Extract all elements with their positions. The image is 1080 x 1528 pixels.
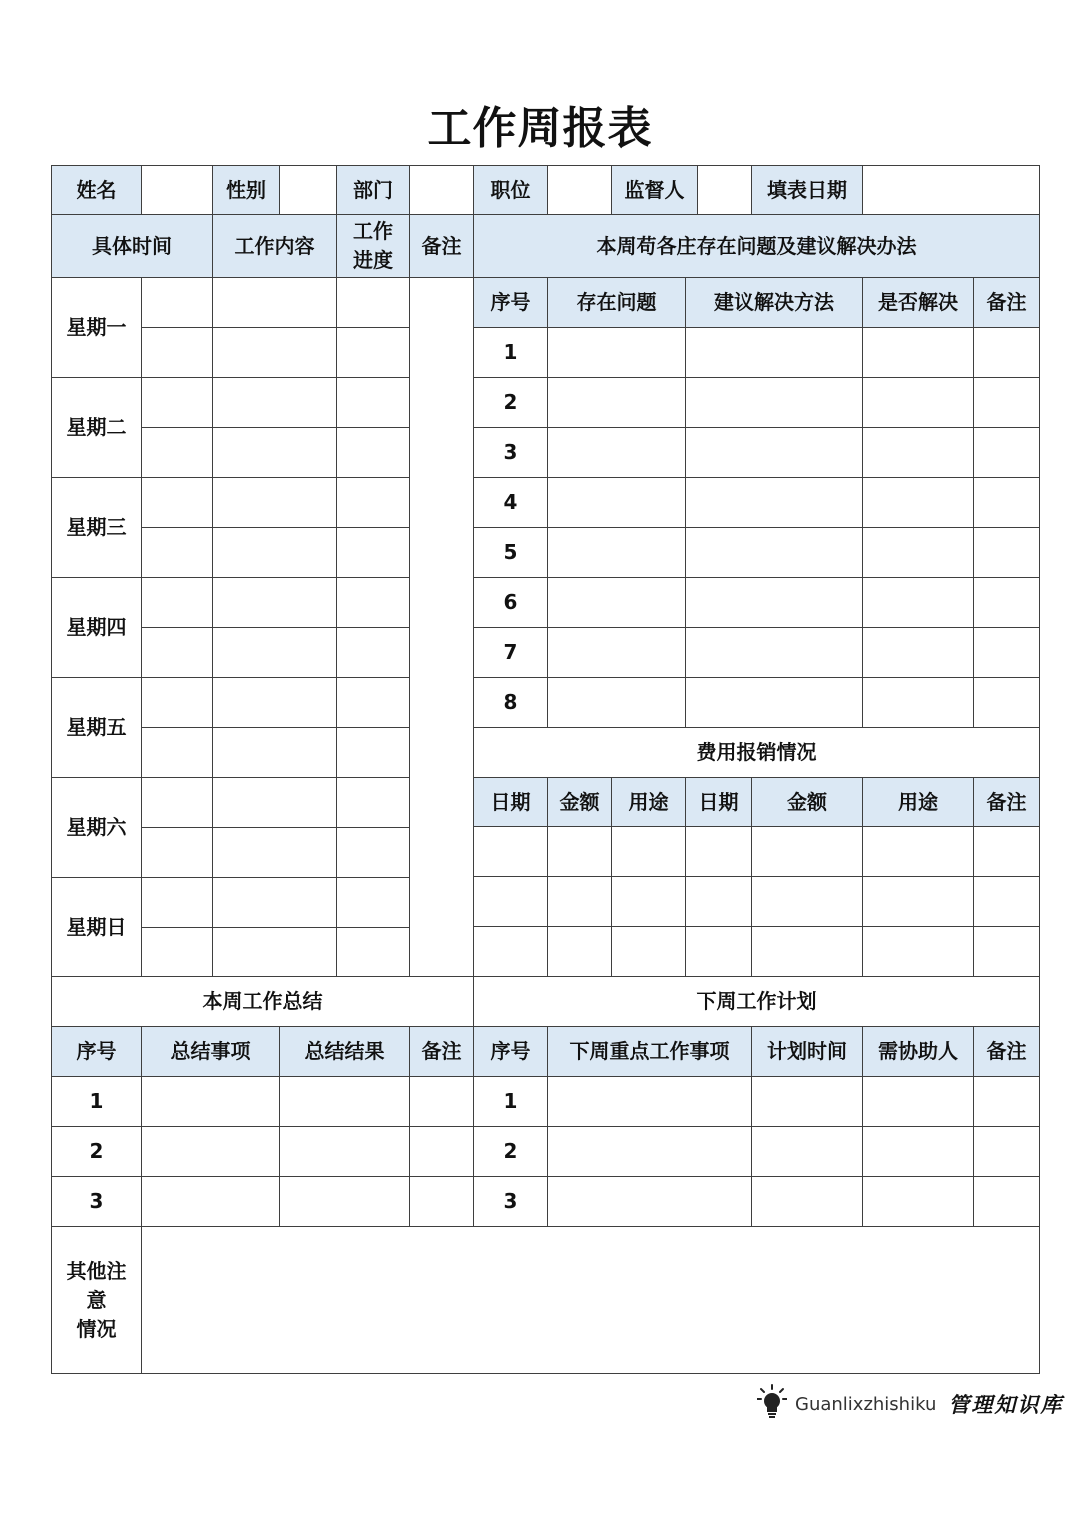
expense-section-title-label: 费用报销情况 <box>696 740 817 764</box>
day-progress-cell[interactable] <box>336 477 410 528</box>
label-position <box>473 165 548 215</box>
summary-header-cell <box>409 1026 474 1077</box>
day-label-label: 星期六 <box>66 815 127 839</box>
brand-chinese: 管理知识库 <box>948 1392 1064 1417</box>
label-department-label: 部门 <box>353 177 393 202</box>
day-content-cell[interactable] <box>212 327 337 378</box>
header-time-label: 具体时间 <box>92 233 172 258</box>
expense-section-title <box>473 727 1040 778</box>
day-content-cell[interactable] <box>212 277 337 328</box>
day-content-cell[interactable] <box>212 827 337 878</box>
day-label <box>51 677 142 778</box>
day-progress-cell[interactable] <box>336 377 410 428</box>
issues-cell[interactable] <box>547 477 686 528</box>
plan-header-cell <box>862 1026 974 1077</box>
expense-header-cell <box>973 777 1040 827</box>
expense-cell[interactable] <box>611 876 686 927</box>
issues-row-number <box>473 527 548 578</box>
plan-cell[interactable] <box>751 1126 863 1177</box>
summary-row-number <box>51 1126 142 1177</box>
issues-row-number <box>473 477 548 528</box>
day-time-cell[interactable] <box>141 877 213 928</box>
input-fill-date[interactable] <box>862 165 1040 215</box>
day-content-cell[interactable] <box>212 627 337 678</box>
issues-cell[interactable] <box>973 677 1040 728</box>
other-notes-label <box>51 1226 142 1374</box>
day-label <box>51 277 142 378</box>
issues-row-number-label: 5 <box>503 540 518 564</box>
summary-header-cell-label: 序号 <box>76 1039 117 1063</box>
issues-row-number-label: 2 <box>503 390 518 414</box>
issues-cell[interactable] <box>547 577 686 628</box>
day-content-cell[interactable] <box>212 577 337 628</box>
summary-header-cell <box>51 1026 142 1077</box>
expense-cell[interactable] <box>862 926 974 977</box>
expense-cell[interactable] <box>611 826 686 877</box>
label-position-label: 职位 <box>490 177 531 202</box>
plan-header-cell <box>473 1026 548 1077</box>
plan-row-number <box>473 1176 548 1227</box>
expense-header-cell-label: 备注 <box>986 789 1027 814</box>
footer-brand <box>757 1382 1063 1426</box>
day-time-cell[interactable] <box>141 677 213 728</box>
issues-cell[interactable] <box>685 627 863 678</box>
issues-cell[interactable] <box>685 477 863 528</box>
label-supervisor-label: 监督人 <box>624 177 685 202</box>
issues-header-cell <box>973 277 1040 328</box>
page-title: 工作周报表 <box>427 103 653 154</box>
day-label <box>51 777 142 878</box>
label-gender-label: 性别 <box>226 177 266 202</box>
issues-cell[interactable] <box>862 577 974 628</box>
header-remark-label: 备注 <box>421 233 462 258</box>
lightbulb-icon <box>757 1384 787 1424</box>
day-content-cell[interactable] <box>212 727 337 778</box>
issues-header-cell-label: 存在问题 <box>576 290 657 314</box>
issues-header-cell <box>862 277 974 328</box>
day-progress-cell[interactable] <box>336 827 410 878</box>
issues-cell[interactable] <box>973 627 1040 678</box>
plan-section-title <box>473 976 1040 1027</box>
day-label <box>51 577 142 678</box>
expense-cell[interactable] <box>973 926 1040 977</box>
plan-cell[interactable] <box>547 1076 752 1127</box>
expense-cell[interactable] <box>751 876 863 927</box>
day-label-label: 星期四 <box>66 615 127 639</box>
header-progress-label: 工作 进度 <box>353 219 393 272</box>
day-label-label: 星期一 <box>66 315 127 339</box>
other-notes-field[interactable] <box>141 1226 1040 1374</box>
day-time-cell[interactable] <box>141 827 213 878</box>
issues-section-title-label: 本周苟各庄存在问题及建议解决办法 <box>596 233 917 258</box>
summary-cell[interactable] <box>279 1126 410 1177</box>
issues-cell[interactable] <box>685 327 863 378</box>
plan-cell[interactable] <box>973 1176 1040 1227</box>
summary-cell[interactable] <box>409 1126 474 1177</box>
day-time-cell[interactable] <box>141 577 213 628</box>
issues-row-number <box>473 627 548 678</box>
label-name-label: 姓名 <box>76 177 117 202</box>
day-label <box>51 477 142 578</box>
issues-section-title <box>473 214 1040 278</box>
issues-cell[interactable] <box>973 327 1040 378</box>
plan-row-number <box>473 1126 548 1177</box>
issues-cell[interactable] <box>973 477 1040 528</box>
day-time-cell[interactable] <box>141 927 213 978</box>
issues-row-number-label: 7 <box>503 640 518 664</box>
plan-cell[interactable] <box>862 1126 974 1177</box>
summary-header-cell-label: 总结结果 <box>304 1039 385 1063</box>
issues-cell[interactable] <box>685 377 863 428</box>
label-department <box>336 165 410 215</box>
expense-cell[interactable] <box>685 926 752 977</box>
summary-row-number-label: 1 <box>89 1089 104 1113</box>
label-fill-date <box>751 165 863 215</box>
plan-cell[interactable] <box>862 1176 974 1227</box>
summary-row-number <box>51 1176 142 1227</box>
plan-header-cell <box>973 1026 1040 1077</box>
day-label <box>51 877 142 978</box>
summary-header-cell-label: 备注 <box>421 1039 462 1063</box>
summary-section-title <box>51 976 474 1027</box>
issues-cell[interactable] <box>685 577 863 628</box>
issues-row-number-label: 6 <box>503 590 518 614</box>
day-content-cell[interactable] <box>212 527 337 578</box>
issues-row-number <box>473 377 548 428</box>
issues-header-cell <box>685 277 863 328</box>
expense-header-cell-label: 用途 <box>628 789 669 814</box>
issues-row-number-label: 3 <box>503 440 518 464</box>
input-department[interactable] <box>409 165 474 215</box>
expense-cell[interactable] <box>751 926 863 977</box>
plan-header-cell <box>751 1026 863 1077</box>
issues-row-number-label: 1 <box>503 340 518 364</box>
summary-row-number <box>51 1076 142 1127</box>
day-progress-cell[interactable] <box>336 627 410 678</box>
issues-cell[interactable] <box>973 577 1040 628</box>
day-label-label: 星期二 <box>66 415 127 439</box>
header-progress <box>336 214 410 278</box>
expense-header-cell-label: 金额 <box>559 789 600 814</box>
header-time <box>51 214 213 278</box>
day-label-label: 星期三 <box>66 515 127 539</box>
issues-cell[interactable] <box>862 627 974 678</box>
expense-header-cell-label: 用途 <box>898 789 938 814</box>
issues-row-number <box>473 577 548 628</box>
plan-cell[interactable] <box>973 1126 1040 1177</box>
issues-row-number <box>473 677 548 728</box>
summary-cell[interactable] <box>279 1076 410 1127</box>
issues-cell[interactable] <box>685 427 863 478</box>
day-progress-cell[interactable] <box>336 577 410 628</box>
input-name[interactable] <box>141 165 213 215</box>
issues-cell[interactable] <box>547 377 686 428</box>
expense-header-cell <box>685 777 752 827</box>
expense-header-cell <box>751 777 863 827</box>
summary-header-cell <box>141 1026 280 1077</box>
header-content-label: 工作内容 <box>234 233 315 258</box>
day-time-cell[interactable] <box>141 427 213 478</box>
day-time-cell[interactable] <box>141 777 213 828</box>
day-progress-cell[interactable] <box>336 677 410 728</box>
issues-cell[interactable] <box>862 377 974 428</box>
expense-cell[interactable] <box>973 876 1040 927</box>
daily-remark-cell[interactable] <box>409 277 474 977</box>
input-position[interactable] <box>547 165 612 215</box>
expense-header-cell <box>862 777 974 827</box>
issues-row-number-label: 4 <box>503 490 518 514</box>
summary-cell[interactable] <box>409 1176 474 1227</box>
plan-row-number-label: 3 <box>503 1189 518 1213</box>
issues-cell[interactable] <box>862 677 974 728</box>
expense-cell[interactable] <box>473 926 548 977</box>
expense-header-cell <box>547 777 612 827</box>
expense-cell[interactable] <box>473 876 548 927</box>
plan-row-number <box>473 1076 548 1127</box>
plan-cell[interactable] <box>751 1176 863 1227</box>
label-name <box>51 165 142 215</box>
plan-header-cell-label: 序号 <box>490 1039 531 1063</box>
issues-cell[interactable] <box>973 377 1040 428</box>
issues-header-cell-label: 序号 <box>490 290 531 314</box>
day-content-cell[interactable] <box>212 427 337 478</box>
expense-cell[interactable] <box>611 926 686 977</box>
issues-cell[interactable] <box>547 677 686 728</box>
day-time-cell[interactable] <box>141 377 213 428</box>
header-remark <box>409 214 474 278</box>
expense-header-cell <box>611 777 686 827</box>
expense-cell[interactable] <box>973 826 1040 877</box>
plan-cell[interactable] <box>547 1126 752 1177</box>
summary-section-title-label: 本周工作总结 <box>202 989 323 1013</box>
day-progress-cell[interactable] <box>336 927 410 978</box>
label-supervisor <box>611 165 698 215</box>
day-content-cell[interactable] <box>212 377 337 428</box>
plan-header-cell-label: 备注 <box>986 1039 1027 1063</box>
summary-row-number-label: 2 <box>89 1139 104 1163</box>
day-progress-cell[interactable] <box>336 327 410 378</box>
issues-cell[interactable] <box>973 527 1040 578</box>
issues-cell[interactable] <box>862 527 974 578</box>
brand-english: Guanlixzhishiku <box>795 1393 937 1415</box>
expense-header-cell-label: 日期 <box>490 789 531 814</box>
day-progress-cell[interactable] <box>336 777 410 828</box>
day-progress-cell[interactable] <box>336 727 410 778</box>
issues-cell[interactable] <box>973 427 1040 478</box>
issues-cell[interactable] <box>862 327 974 378</box>
day-content-cell[interactable] <box>212 677 337 728</box>
plan-cell[interactable] <box>862 1076 974 1127</box>
day-time-cell[interactable] <box>141 627 213 678</box>
day-content-cell[interactable] <box>212 777 337 828</box>
day-content-cell[interactable] <box>212 477 337 528</box>
summary-cell[interactable] <box>279 1176 410 1227</box>
other-notes-label-label: 其他注 意 情况 <box>66 1258 127 1341</box>
plan-cell[interactable] <box>973 1076 1040 1127</box>
issues-header-cell-label: 备注 <box>986 290 1027 314</box>
issues-row-number <box>473 427 548 478</box>
expense-cell[interactable] <box>751 826 863 877</box>
issues-cell[interactable] <box>862 427 974 478</box>
issues-cell[interactable] <box>547 327 686 378</box>
issues-header-cell <box>473 277 548 328</box>
day-time-cell[interactable] <box>141 277 213 328</box>
expense-cell[interactable] <box>862 826 974 877</box>
issues-header-cell-label: 是否解决 <box>878 290 958 314</box>
issues-header-cell-label: 建议解决方法 <box>714 290 834 314</box>
summary-cell[interactable] <box>141 1176 280 1227</box>
plan-row-number-label: 1 <box>503 1089 518 1113</box>
issues-cell[interactable] <box>547 527 686 578</box>
expense-cell[interactable] <box>685 876 752 927</box>
plan-header-cell-label: 下周重点工作事项 <box>569 1039 730 1063</box>
expense-header-cell-label: 日期 <box>698 789 739 814</box>
day-label-label: 星期五 <box>66 715 127 739</box>
day-content-cell[interactable] <box>212 927 337 978</box>
issues-header-cell <box>547 277 686 328</box>
day-label-label: 星期日 <box>66 915 127 939</box>
issues-cell[interactable] <box>862 477 974 528</box>
issues-row-number <box>473 327 548 378</box>
expense-header-cell <box>473 777 548 827</box>
expense-cell[interactable] <box>547 826 612 877</box>
expense-cell[interactable] <box>473 826 548 877</box>
input-gender[interactable] <box>279 165 337 215</box>
issues-cell[interactable] <box>685 677 863 728</box>
expense-cell[interactable] <box>547 926 612 977</box>
label-gender <box>212 165 280 215</box>
day-time-cell[interactable] <box>141 327 213 378</box>
input-supervisor[interactable] <box>697 165 752 215</box>
day-content-cell[interactable] <box>212 877 337 928</box>
expense-cell[interactable] <box>862 876 974 927</box>
day-time-cell[interactable] <box>141 527 213 578</box>
day-label <box>51 377 142 478</box>
day-progress-cell[interactable] <box>336 427 410 478</box>
plan-cell[interactable] <box>751 1076 863 1127</box>
plan-header-cell <box>547 1026 752 1077</box>
header-content <box>212 214 337 278</box>
issues-cell[interactable] <box>685 527 863 578</box>
summary-header-cell <box>279 1026 410 1077</box>
day-progress-cell[interactable] <box>336 277 410 328</box>
day-progress-cell[interactable] <box>336 527 410 578</box>
day-time-cell[interactable] <box>141 727 213 778</box>
issues-cell[interactable] <box>547 627 686 678</box>
summary-cell[interactable] <box>409 1076 474 1127</box>
plan-section-title-label: 下周工作计划 <box>696 989 817 1013</box>
day-progress-cell[interactable] <box>336 877 410 928</box>
summary-cell[interactable] <box>141 1126 280 1177</box>
plan-row-number-label: 2 <box>503 1139 518 1163</box>
expense-header-cell-label: 金额 <box>787 789 827 814</box>
label-fill-date-label: 填表日期 <box>767 177 847 202</box>
expense-cell[interactable] <box>547 876 612 927</box>
day-time-cell[interactable] <box>141 477 213 528</box>
plan-cell[interactable] <box>547 1176 752 1227</box>
summary-cell[interactable] <box>141 1076 280 1127</box>
summary-header-cell-label: 总结事项 <box>170 1039 251 1063</box>
plan-header-cell-label: 需协助人 <box>878 1039 958 1063</box>
plan-header-cell-label: 计划时间 <box>767 1039 847 1063</box>
issues-cell[interactable] <box>547 427 686 478</box>
summary-row-number-label: 3 <box>89 1189 104 1213</box>
issues-row-number-label: 8 <box>503 690 518 714</box>
expense-cell[interactable] <box>685 826 752 877</box>
